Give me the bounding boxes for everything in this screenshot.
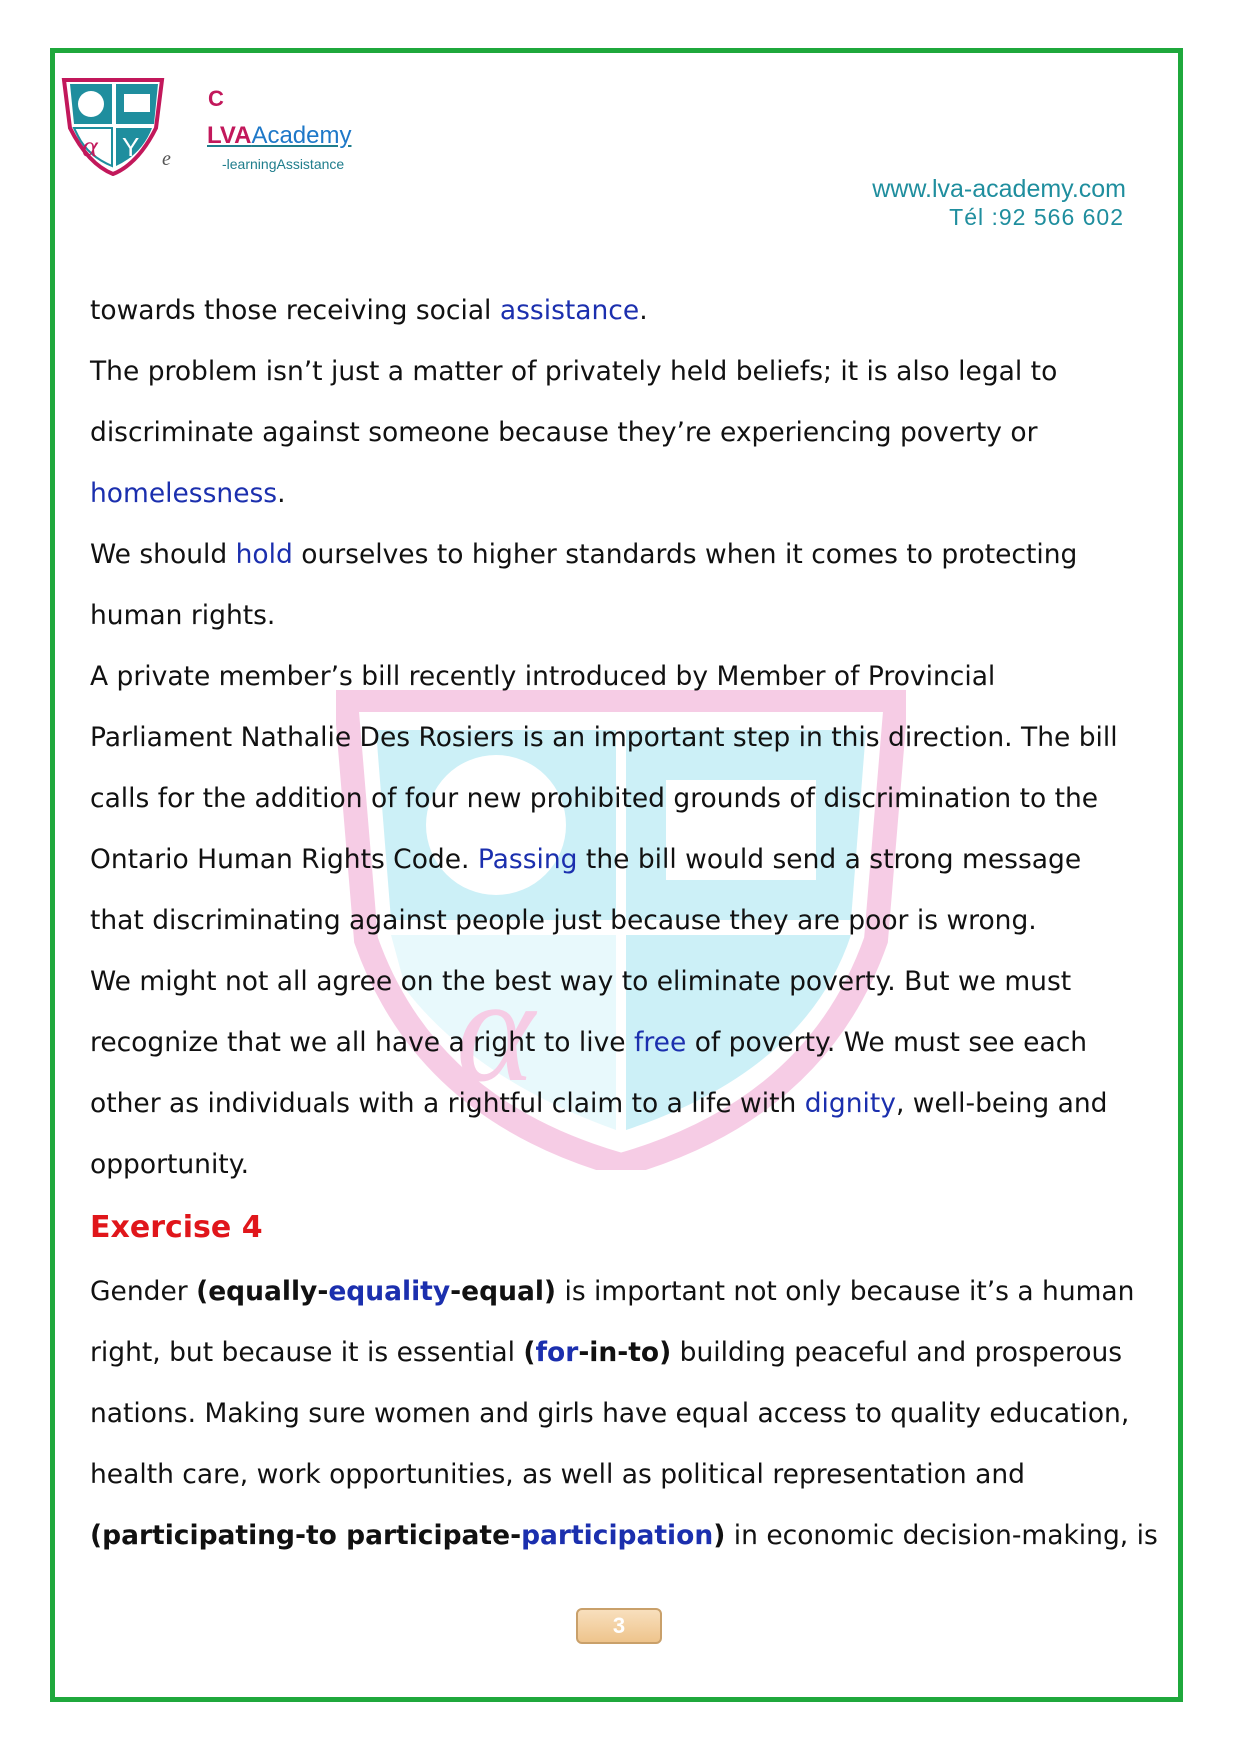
website-link[interactable]: www.lva-academy.com: [872, 175, 1126, 203]
document-body: [90, 280, 1158, 1566]
brand-name: [207, 122, 351, 150]
highlighted-word: assistance: [499, 295, 640, 326]
text-line: We might not all agree on the best way to eliminate poverty. But we must: [90, 966, 1072, 997]
brand-academy: Academy: [251, 122, 352, 149]
text-line: A private member’s bill recently introduced by Member of Provincial: [90, 661, 996, 692]
highlighted-word: homelessness: [90, 478, 278, 509]
exercise-line: health care, work opportunities, as well as political representation and: [90, 1459, 1025, 1490]
svg-text:Y: Y: [122, 132, 140, 162]
text-line: discriminate against someone because they’re experiencing poverty or: [90, 417, 1038, 448]
text-line: Parliament Nathalie Des Rosiers is an important step in this direction. The bill: [90, 722, 1118, 753]
lva-shield-logo: [58, 76, 168, 176]
correct-answer: equality: [328, 1276, 451, 1307]
brand-lva: LVA: [207, 122, 252, 149]
choice-text: (participating-to participate-: [90, 1520, 522, 1551]
text-span: building peaceful and prosperous: [671, 1337, 1123, 1368]
text-span: .: [639, 295, 648, 326]
text-span: Ontario Human Rights Code.: [90, 844, 478, 875]
text-line: [90, 1073, 1150, 1134]
highlighted-word: dignity: [804, 1088, 896, 1119]
text-line: [90, 524, 1150, 585]
text-line: The problem isn’t just a matter of privately held beliefs; it is also legal to: [90, 356, 1058, 387]
text-line: [90, 463, 1150, 524]
text-span: We should: [90, 539, 236, 570]
text-span: the bill would send a strong message: [577, 844, 1082, 875]
text-span: towards those receiving social: [90, 295, 500, 326]
text-line: opportunity.: [90, 1149, 250, 1180]
exercise-line: [90, 1322, 1150, 1383]
text-span: is important not only because it’s a human: [556, 1276, 1135, 1307]
text-line: human rights.: [90, 600, 276, 631]
exercise-line: [90, 1261, 1150, 1322]
correct-answer: participation: [521, 1520, 714, 1551]
exercise-line: nations. Making sure women and girls have equal access to quality education,: [90, 1398, 1130, 1429]
choice-text: -in-to): [578, 1337, 672, 1368]
exercise-title: Exercise 4: [90, 1210, 263, 1245]
highlighted-word: free: [634, 1027, 687, 1058]
text-line: [90, 829, 1150, 890]
page-number: 3: [576, 1608, 662, 1644]
text-line: [90, 1012, 1150, 1073]
phone-number: Tél :92 566 602: [949, 204, 1124, 230]
choice-text: (: [523, 1337, 536, 1368]
choice-text: ): [713, 1520, 726, 1551]
text-span: , well-being and: [895, 1088, 1108, 1119]
svg-text:α: α: [456, 947, 535, 1113]
exercise-line: [90, 1505, 1158, 1566]
brand-subtitle: -learningAssistance: [222, 156, 345, 172]
choice-text: -equal): [450, 1276, 557, 1307]
text-span: recognize that we all have a right to live: [90, 1027, 635, 1058]
correct-answer: for: [535, 1337, 579, 1368]
choice-text: (equally-: [196, 1276, 329, 1307]
text-span: Gender: [90, 1276, 197, 1307]
text-line: that discriminating against people just because they are poor is wrong.: [90, 905, 1037, 936]
text-line: [90, 280, 1150, 341]
brand-letter: C: [208, 86, 224, 111]
text-line: calls for the addition of four new prohibited grounds of discrimination to the: [90, 783, 1099, 814]
text-span: other as individuals with a rightful claim to a life with: [90, 1088, 805, 1119]
highlighted-word: Passing: [477, 844, 578, 875]
brand-e-letter: e: [162, 148, 171, 170]
text-span: right, but because it is essential: [90, 1337, 524, 1368]
text-span: in economic decision-making, is: [725, 1520, 1158, 1551]
text-span: ourselves to higher standards when it comes to protecting: [292, 539, 1078, 570]
text-span: of poverty. We must see each: [686, 1027, 1088, 1058]
svg-text:α: α: [82, 130, 98, 163]
highlighted-word: hold: [235, 539, 293, 570]
text-span: .: [277, 478, 286, 509]
